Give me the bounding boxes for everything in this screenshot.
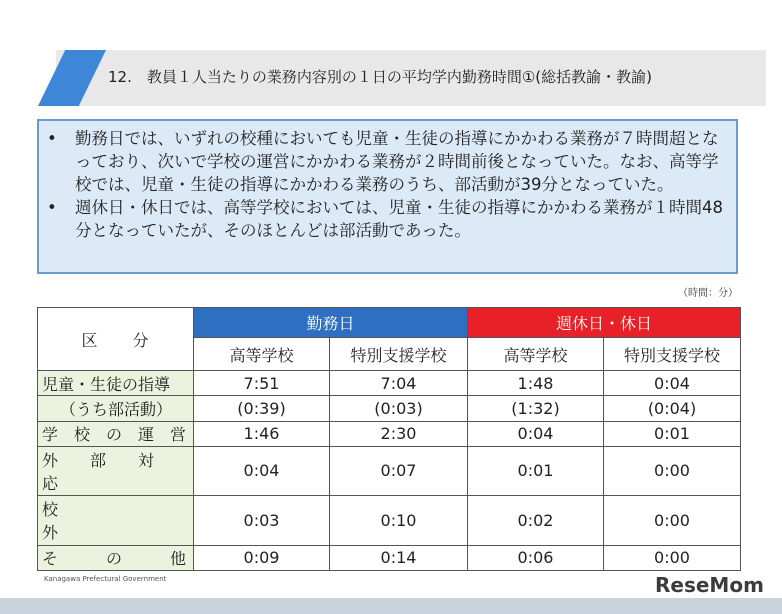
table-cell: 7:51 — [194, 371, 330, 396]
summary-text: 週休日・休日では、高等学校においては、児童・生徒の指導にかかわる業務が１時間48分となっていたが、そのほとんどは部活動であった。 — [75, 198, 723, 240]
holiday-group-header: 週休日・休日 — [468, 308, 741, 338]
table-row — [38, 371, 741, 396]
table-cell: 7:04 — [330, 371, 468, 396]
summary-item — [47, 127, 726, 196]
summary-text: 勤務日では、いずれの校種においても児童・生徒の指導にかかわる業務が７時間超となっており、次いで学校の運営にかかわる業務が２時間前後となっていた。なお、高等学校では、児童・生徒の指導にかかわる業務のうち、部活動が39分となっていた。 — [75, 129, 719, 194]
row-label: 児童・生徒の指導 — [38, 371, 194, 396]
table-cell: 1:46 — [194, 421, 330, 446]
row-label: （うち部活動） — [38, 396, 194, 421]
table-cell: 0:02 — [468, 496, 604, 545]
table-cell: 0:04 — [194, 446, 330, 495]
summary-item — [47, 196, 726, 242]
table-cell: (1:32) — [468, 396, 604, 421]
col-header: 特別支援学校 — [330, 338, 468, 371]
table-row — [38, 496, 741, 545]
table-cell: 0:09 — [194, 545, 330, 570]
table-corner-header: 区 分 — [38, 308, 194, 371]
summary-box — [37, 119, 738, 274]
table-cell: 0:10 — [330, 496, 468, 545]
table-cell: 0:01 — [468, 446, 604, 495]
row-label: 外 部 対 応 — [38, 446, 194, 495]
row-label: そ の 他 — [38, 545, 194, 570]
table-cell: 1:48 — [468, 371, 604, 396]
table-row — [38, 545, 741, 570]
footer-credit: Kanagawa Prefectural Government — [44, 575, 167, 583]
col-header: 特別支援学校 — [604, 338, 741, 371]
bottom-strip — [0, 598, 782, 614]
table-row — [38, 421, 741, 446]
table-cell: 0:04 — [468, 421, 604, 446]
table-cell: (0:03) — [330, 396, 468, 421]
table-cell: (0:39) — [194, 396, 330, 421]
table-cell: 0:01 — [604, 421, 741, 446]
table-cell: 0:03 — [194, 496, 330, 545]
table-cell: 0:00 — [604, 446, 741, 495]
table-cell: 0:06 — [468, 545, 604, 570]
col-header: 高等学校 — [468, 338, 604, 371]
row-label: 校 外 — [38, 496, 194, 545]
table-cell: (0:04) — [604, 396, 741, 421]
table-cell: 0:07 — [330, 446, 468, 495]
col-header: 高等学校 — [194, 338, 330, 371]
table-cell: 0:04 — [604, 371, 741, 396]
table-cell: 0:00 — [604, 545, 741, 570]
table-cell: 2:30 — [330, 421, 468, 446]
bullet-icon: • — [47, 129, 57, 148]
table-cell: 0:00 — [604, 496, 741, 545]
brand-logo: ReseMom — [655, 573, 764, 597]
work-hours-table — [37, 307, 741, 571]
bullet-icon: • — [47, 198, 57, 217]
table-row — [38, 446, 741, 495]
workday-group-header: 勤務日 — [194, 308, 468, 338]
slide-title: 12. 教員１人当たりの業務内容別の１日の平均学内勤務時間①(総括教諭・教諭) — [108, 68, 653, 86]
table-cell: 0:14 — [330, 545, 468, 570]
table-row — [38, 396, 741, 421]
unit-label: （時間：分） — [678, 288, 738, 299]
row-label: 学 校 の 運 営 — [38, 421, 194, 446]
